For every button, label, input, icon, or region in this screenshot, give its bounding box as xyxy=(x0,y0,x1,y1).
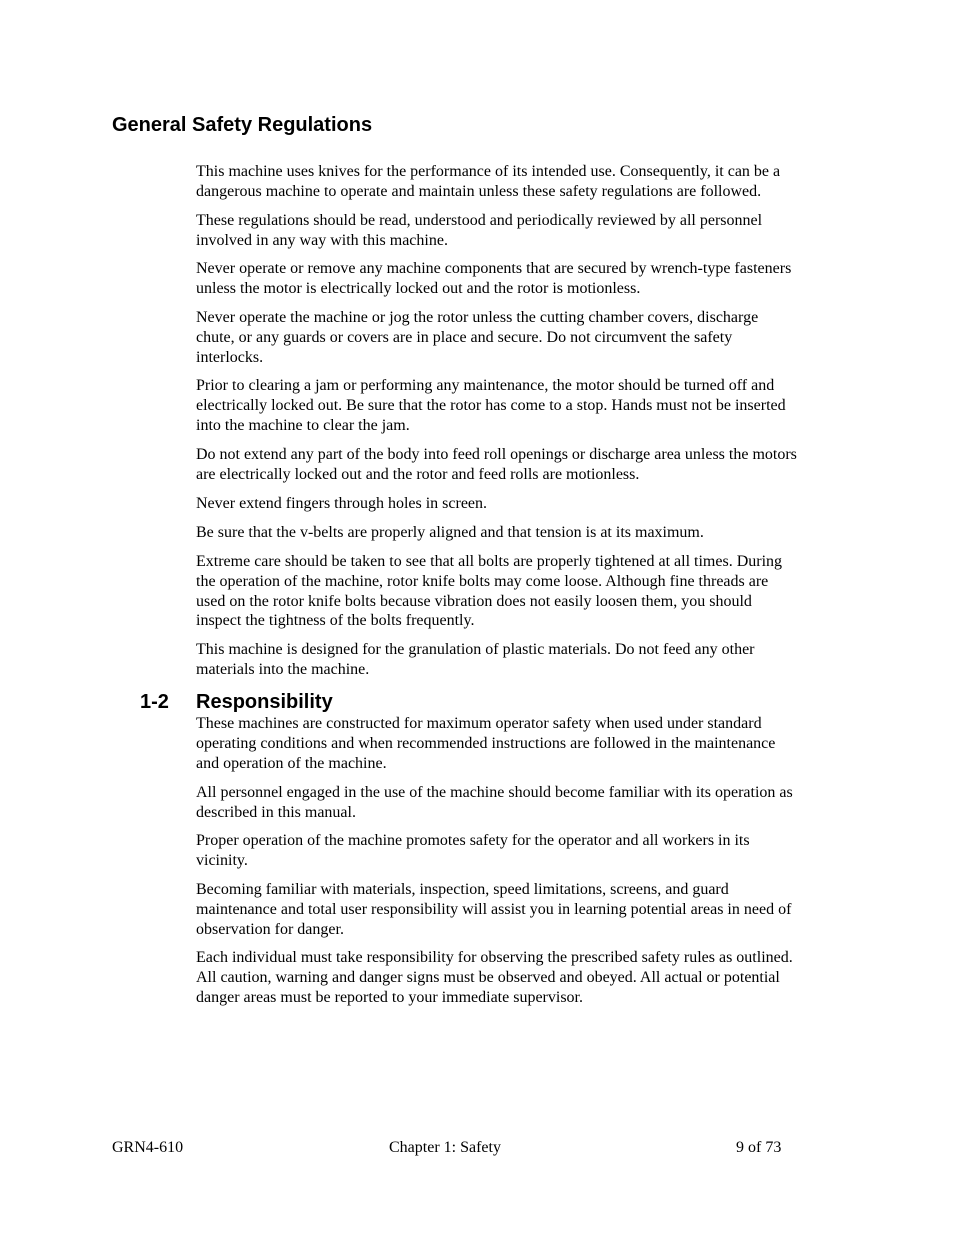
footer-chapter: Chapter 1: Safety xyxy=(389,1139,501,1156)
footer-document-id: GRN4-610 xyxy=(112,1139,184,1156)
safety-paragraph-covers: Never operate the machine or jog the rotor unless the cutting chamber covers, discharge chute, or any guards or covers are in place and secure. Do not circumvent the safety interlocks. xyxy=(196,309,759,366)
safety-paragraph-materials: This machine is designed for the granulation of plastic materials. Do not feed any other materials into the machine. xyxy=(196,641,755,678)
safety-paragraph-wrench-fasteners: Never operate or remove any machine components that are secured by wrench-type fasteners unless the motor is electrically locked out and the rotor is motionless. xyxy=(196,260,792,297)
safety-paragraph-bolts: Extreme care should be taken to see that all bolts are properly tightened at all times. During the operation of the machine, rotor knife bolts may come loose. Although fine threads are used on the rotor knife bolts because vibration does not easily loosen them, you should inspect the tightness of the bolts frequently. xyxy=(196,553,783,630)
section-heading-responsibility xyxy=(140,689,333,715)
safety-paragraph-read-regulations: These regulations should be read, understood and periodically reviewed by all personnel involved in any way with this machine. xyxy=(196,212,763,249)
safety-paragraph-v-belts: Be sure that the v-belts are properly aligned and that tension is at its maximum. xyxy=(196,524,704,541)
page-title: General Safety Regulations xyxy=(112,114,373,136)
responsibility-paragraph-individual: Each individual must take responsibility for observing the prescribed safety rules as outlined. All caution, warning and danger signs must be observed and obeyed. All actual or potential danger areas must be reported to your immediate supervisor. xyxy=(196,949,793,1006)
responsibility-paragraph-construction: These machines are constructed for maximum operator safety when used under standard operating conditions and when recommended instructions are followed in the maintenance and operation of the machine. xyxy=(196,715,776,772)
section-title: Responsibility xyxy=(196,691,333,713)
safety-paragraph-jam: Prior to clearing a jam or performing any maintenance, the motor should be turned off and electrically locked out. Be sure that the rotor has come to a stop. Hands must not be inserted into the machine to clear the jam. xyxy=(196,377,786,434)
responsibility-paragraph-familiarity: Becoming familiar with materials, inspection, speed limitations, screens, and guard maintenance and total user responsibility will assist you in learning potential areas in need of observation for danger. xyxy=(196,881,792,938)
section-number: 1-2 xyxy=(140,691,169,713)
safety-paragraph-knives: This machine uses knives for the performance of its intended use. Consequently, it can be a dangerous machine to operate and maintain unless these safety regulations are followed. xyxy=(196,163,781,200)
safety-paragraph-feed-roll: Do not extend any part of the body into feed roll openings or discharge area unless the motors are electrically locked out and the rotor and feed rolls are motionless. xyxy=(196,446,797,483)
footer-page-number: 9 of 73 xyxy=(736,1139,782,1156)
responsibility-paragraph-personnel: All personnel engaged in the use of the machine should become familiar with its operation as described in this manual. xyxy=(196,784,793,821)
safety-paragraph-screen: Never extend fingers through holes in screen. xyxy=(196,495,488,512)
responsibility-paragraph-operation: Proper operation of the machine promotes safety for the operator and all workers in its vicinity. xyxy=(196,832,750,869)
